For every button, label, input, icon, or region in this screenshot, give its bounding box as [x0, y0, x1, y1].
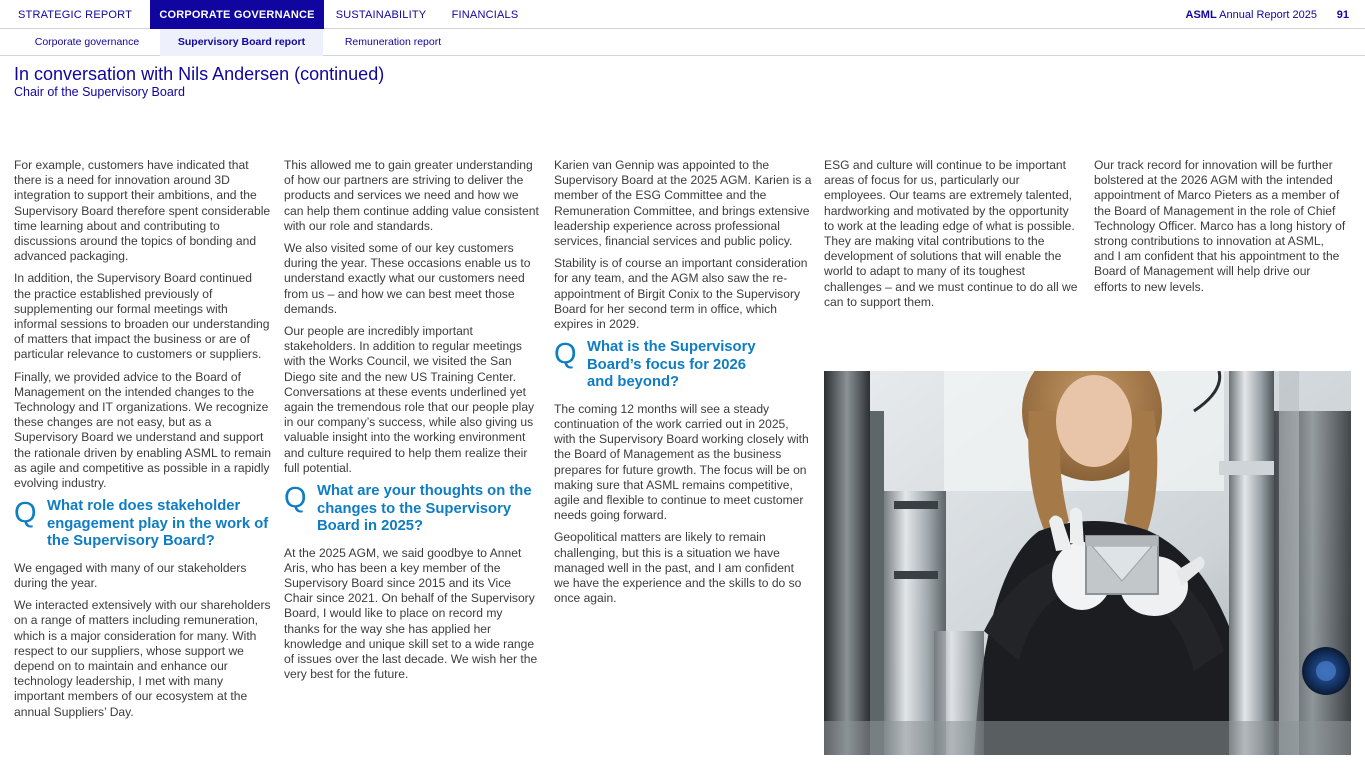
question-block: [284, 483, 540, 536]
page-subtitle: Chair of the Supervisory Board: [14, 85, 185, 99]
brand-name: ASML: [1185, 9, 1217, 21]
text-column-5: [1094, 158, 1346, 302]
question-block: [554, 339, 812, 392]
sub-navigation: [0, 29, 1365, 56]
paragraph: Karien van Gennip was appointed to the Supervisory Board at the 2025 AGM. Karien is a member of the ESG Committee and the Remuneration Committee, and brings extensive leadership experience across professional services, financial services and public policy.: [554, 158, 812, 249]
text-column-2: [284, 158, 540, 689]
paragraph: ESG and culture will continue to be important areas of focus for us, particularly our employees. Our teams are extremely talented, hardworking and motivated by the opportunity to work at the leading edge of what is possible. They are making vital contributions to the development of solutions that will enable the world to adapt to many of its toughest challenges – and we must continue to do all we can to support them.: [824, 158, 1078, 309]
page-number: 91: [1336, 9, 1349, 21]
report-label: [1186, 0, 1317, 31]
text-column-1: [14, 158, 272, 727]
subnav-remuneration-report[interactable]: Remuneration report: [344, 36, 442, 48]
tab-financials[interactable]: FINANCIALS: [451, 9, 519, 21]
paragraph: We interacted extensively with our shareholders on a range of matters including remuneration, which is a major consideration for many. With respect to our suppliers, whose support we depend on to maintain and enhance our technology leadership, I met with many important members of our ecosystem at the annual Suppliers’ Day.: [14, 598, 271, 719]
tab-corporate-governance[interactable]: CORPORATE GOVERNANCE: [150, 0, 324, 29]
paragraph: The coming 12 months will see a steady continuation of the work carried out in 2025, with the Supervisory Board working closely with the Board of Management as the business prepares for future growth. The focus will be on making sure that ASML remains competitive, agile and flexible to continue to meet customer needs going forward.: [554, 401, 809, 523]
question-heading: What are your thoughts on the changes to the Supervisory Board in 2025?: [317, 483, 532, 535]
lab-technician-photo: [824, 371, 1351, 755]
paragraph: In addition, the Supervisory Board continued the practice established previously of supplementing our formal meetings with informal sessions to broaden our understanding of matters that impact the business or are of particular relevance to customers or suppliers.: [14, 271, 270, 362]
paragraph: At the 2025 AGM, we said goodbye to Annet Aris, who has been a key member of the Supervisory Board since 2015 and its Vice Chair since 2021. On behalf of the Supervisory Board, I would like to place on record my thanks for the way she has applied her knowledge and unique skill set to a wide range of issues over the last decade. We wish her the very best for the future.: [284, 545, 538, 682]
paragraph: We engaged with many of our stakeholders during the year.: [14, 560, 247, 590]
question-mark-icon: Q: [554, 338, 577, 371]
paragraph: Geopolitical matters are likely to remain challenging, but this is a situation we have managed well in the past, and I am confident we have the experience and the skills to do so once again.: [554, 530, 802, 606]
question-block: [14, 498, 272, 551]
question-mark-icon: Q: [284, 482, 307, 515]
subnav-corporate-governance[interactable]: Corporate governance: [34, 36, 140, 48]
paragraph: Stability is of course an important consideration for any team, and the AGM also saw the re-appointment of Birgit Conix to the Supervisory Board for her second term in office, which expires in 2029.: [554, 256, 808, 332]
question-heading: What role does stakeholder engagement play in the work of the Supervisory Board?: [47, 498, 269, 550]
paragraph: Our people are incredibly important stakeholders. In addition to regular meetings with the Works Council, we visited the San Diego site and the new US Training Center. Conversations at these events underlined yet again the tremendous role that our people play in our company’s success, while also giving us valuable insight into the working environment and culture required to help them realize their full potential.: [284, 324, 535, 475]
paragraph: For example, customers have indicated that there is a need for innovation around 3D integration to support their ambitions, and the Supervisory Board therefore spent considerable time learning about and contributing to discussions around the topics of bonding and advanced packaging.: [14, 158, 271, 264]
paragraph: Finally, we provided advice to the Board of Management on the intended changes to the Technology and IT organizations. We recognize these changes are not easy, but as a Supervisory Board we understand and support the rationale driven by enabling ASML to remain as agile and competitive as possible in a rapidly evolving industry.: [14, 369, 272, 491]
paragraph: We also visited some of our key customers during the year. These occasions enable us to understand exactly what our customers need from us – and how we can best meet those demands.: [284, 241, 531, 316]
tab-strategic-report[interactable]: STRATEGIC REPORT: [17, 9, 133, 21]
report-title: Annual Report 2025: [1219, 9, 1317, 21]
question-heading: What is the Supervisory Board’s focus for 2026 and beyond?: [587, 339, 756, 391]
tab-sustainability[interactable]: SUSTAINABILITY: [335, 9, 427, 21]
paragraph: Our track record for innovation will be further bolstered at the 2026 AGM with the intended appointment of Marco Pieters as a member of the Board of Management in the role of Chief Technology Officer. Marco has a long history of strong contributions to innovation at ASML, and I am confident that his appointment to the Board of Management will help drive our efforts to new levels.: [1094, 158, 1346, 294]
top-navigation: [0, 0, 1365, 29]
text-column-3: [554, 158, 812, 613]
subnav-supervisory-board-report[interactable]: Supervisory Board report: [160, 29, 323, 56]
text-column-4: [824, 158, 1082, 317]
paragraph: This allowed me to gain greater understanding of how our partners are striving to deliver the products and services we need and how we can help them continue adding value consistent with our role and standards.: [284, 158, 539, 233]
question-mark-icon: Q: [14, 497, 37, 530]
page-title: In conversation with Nils Andersen (continued): [14, 64, 385, 84]
